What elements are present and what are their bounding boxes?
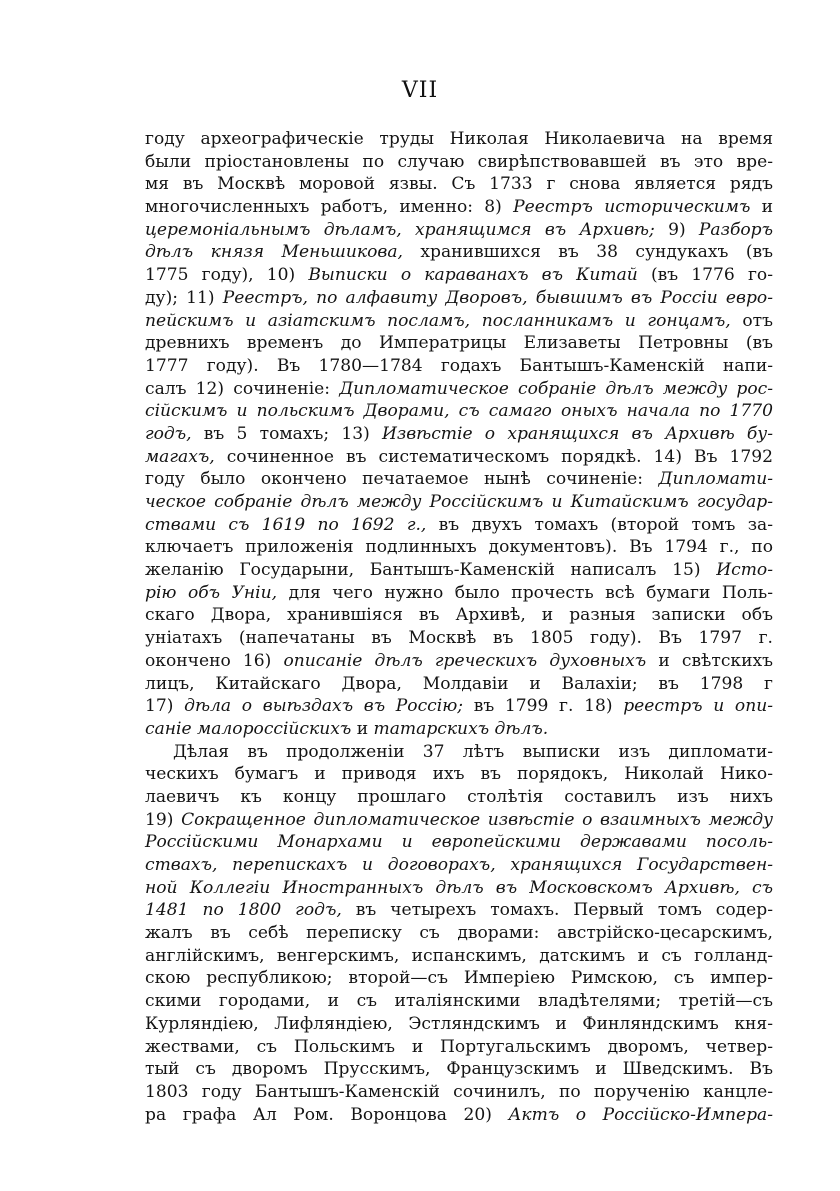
text-line <box>145 241 773 264</box>
italic-title-text: ствахъ, перепискахъ и договорахъ, хранящихся Государствен- <box>145 855 773 875</box>
text-segment: скими городами, и съ италіянскими владѣтелями; третій—съ <box>145 991 773 1012</box>
italic-title-text: Выписки о караванахъ въ Китай <box>308 265 638 286</box>
text-line <box>145 1104 773 1127</box>
text-line <box>145 604 773 627</box>
text-line <box>145 945 773 968</box>
text-segment: Дѣлая въ продолженіи 37 лѣтъ выписки изъ дипломати- <box>173 741 773 762</box>
text-line <box>145 673 773 696</box>
italic-title-text: реестръ и опи- <box>623 696 773 717</box>
text-segment: и <box>351 718 374 739</box>
italic-title-text: годъ, <box>145 423 192 444</box>
text-line <box>145 423 773 446</box>
text-segment: отъ <box>730 310 774 331</box>
text-segment: салъ 12) сочиненіе: <box>145 378 340 399</box>
italic-title-text: дѣла о выѣздахъ въ Россію; <box>184 696 464 717</box>
text-segment: жалъ въ себѣ переписку съ дворами: австрійско-цесарскимъ, <box>145 923 773 944</box>
text-line <box>145 741 773 764</box>
text-line <box>145 151 773 174</box>
text-segment: ду); 11) <box>145 287 223 308</box>
text-line <box>145 1058 773 1081</box>
italic-title-text: Реестръ, по алфавиту Дворовъ, бывшимъ въ Россіи евро- <box>222 287 773 308</box>
italic-title-text: дѣлъ князя Меньшикова, <box>145 242 403 263</box>
text-segment: въ четырехъ томахъ. Первый томъ содер- <box>341 900 773 921</box>
italic-title-text: Дипломатическое собраніе дѣлъ между рос- <box>339 378 773 399</box>
text-line <box>145 536 773 559</box>
text-line <box>145 173 773 196</box>
text-segment: 17) <box>145 696 185 717</box>
text-segment: году археографическіе труды Николая Николаевича на время <box>145 129 773 149</box>
text-line <box>145 582 773 605</box>
text-line <box>145 877 773 900</box>
text-segment: сочиненное въ систематическомъ порядкѣ. 14) Въ 1792 <box>214 446 773 467</box>
italic-title-text: саніе малороссійскихъ <box>145 718 352 739</box>
text-segment: въ 5 томахъ; 13) <box>191 423 382 444</box>
text-line <box>145 1036 773 1059</box>
body-text <box>145 128 773 1126</box>
text-segment: древнихъ временъ до Императрицы Елизаветы Петровны (въ <box>145 333 773 354</box>
text-segment: были пріостановлены по случаю свирѣпствовавшей въ это вре- <box>145 151 773 172</box>
text-segment: 9) <box>654 219 699 240</box>
italic-title-text: ческое собраніе дѣлъ между Россійскимъ и Китайскимъ государ- <box>145 492 773 512</box>
text-segment: году было окончено печатаемое нынѣ сочиненіе: <box>145 469 659 490</box>
text-line <box>145 1013 773 1036</box>
italic-title-text: Актъ о Россійско-Импера- <box>508 1104 773 1125</box>
italic-title-text: сійскимъ и польскимъ Дворами, съ самаго оныхъ начала по 1770 <box>145 401 773 422</box>
italic-title-text: пейскимъ и азіатскимъ посламъ, посланникамъ и гонцамъ, <box>145 310 731 331</box>
text-line <box>145 400 773 423</box>
text-segment: Курляндіею, Лифляндіею, Эстляндскимъ и Финляндскимъ кня- <box>145 1013 773 1034</box>
text-segment: окончено 16) <box>145 650 284 671</box>
text-line <box>145 491 773 514</box>
text-segment: англійскимъ, венгерскимъ, испанскимъ, датскимъ и съ голланд- <box>145 945 773 966</box>
text-line <box>145 718 773 741</box>
italic-title-text: ствами съ 1619 по 1692 г., <box>145 514 427 535</box>
italic-title-text: Сокращенное дипломатическое извѣстіе о взаимныхъ между <box>181 809 773 830</box>
text-segment: хранившихся въ 38 сундукахъ (въ <box>402 242 773 263</box>
text-segment: тый съ дворомъ Прусскимъ, Французскимъ и Шведскимъ. Въ <box>145 1059 773 1080</box>
text-line <box>145 446 773 469</box>
italic-title-text: Дипломати- <box>658 469 773 490</box>
text-segment: лицъ, Китайскаго Двора, Молдавіи и Валахіи; въ 1798 г <box>145 673 773 694</box>
text-line <box>145 1081 773 1104</box>
text-line <box>145 627 773 650</box>
text-segment: 1775 году), 10) <box>145 265 309 286</box>
text-line <box>145 831 773 854</box>
text-segment: 1803 году Бантышъ-Каменскій сочинилъ, по порученію канцле- <box>145 1081 773 1102</box>
page-number: VII <box>401 78 439 103</box>
text-segment: ключаетъ приложенія подлинныхъ документовъ). Въ 1794 г., по <box>145 537 773 558</box>
text-segment: (въ 1776 го- <box>637 265 774 286</box>
text-line <box>145 264 773 287</box>
text-line <box>145 899 773 922</box>
text-segment: ческихъ бумагъ и приводя ихъ въ порядокъ, Николай Нико- <box>145 764 773 785</box>
text-segment: и <box>750 197 774 218</box>
text-line <box>145 287 773 310</box>
text-line <box>145 468 773 491</box>
text-line <box>145 128 773 151</box>
italic-title-text: церемоніальнымъ дѣламъ, хранящимся въ Архивѣ; <box>145 219 655 240</box>
text-line <box>145 559 773 582</box>
text-segment: 19) <box>145 809 182 830</box>
italic-title-text: Разборъ <box>698 219 773 240</box>
text-segment: 1777 году). Въ 1780—1784 годахъ Бантышъ-Каменскій напи- <box>145 355 773 376</box>
text-segment: и свѣтскихъ <box>646 650 773 671</box>
text-segment: въ двухъ томахъ (второй томъ за- <box>426 514 773 535</box>
italic-title-text: Реестръ историческимъ <box>513 197 751 218</box>
italic-title-text: рію объ Уніи, <box>145 582 278 603</box>
text-segment: лаевичъ къ концу прошлаго столѣтія составилъ изъ нихъ <box>145 786 773 807</box>
text-segment: ра графа Ал Ром. Воронцова 20) <box>145 1104 509 1125</box>
italic-title-text: Россійскими Монархами и европейскими державами посоль- <box>145 832 773 853</box>
text-line <box>145 809 773 832</box>
text-line <box>145 990 773 1013</box>
text-segment: скаго Двора, хранившіяся въ Архивѣ, и разныя записки объ <box>145 605 773 626</box>
text-line <box>145 332 773 355</box>
text-line <box>145 514 773 537</box>
italic-title-text: Исто- <box>716 560 773 581</box>
text-line <box>145 763 773 786</box>
text-line <box>145 695 773 718</box>
text-line <box>145 310 773 333</box>
text-segment: уніатахъ (напечатаны въ Москвѣ въ 1805 году). Въ 1797 г. <box>145 628 773 649</box>
italic-title-text: ной Коллегіи Иностранныхъ дѣлъ въ Московскомъ Архивѣ, съ <box>145 877 773 898</box>
italic-title-text: магахъ, <box>145 446 215 467</box>
text-line <box>145 378 773 401</box>
italic-title-text: Извѣстіе о хранящихся въ Архивѣ бу- <box>381 423 773 444</box>
text-segment: желанію Государыни, Бантышъ-Каменскій написалъ 15) <box>145 560 717 581</box>
text-line <box>145 650 773 673</box>
text-line <box>145 922 773 945</box>
italic-title-text: татарскихъ дѣлъ. <box>373 718 549 739</box>
text-line <box>145 967 773 990</box>
text-line <box>145 786 773 809</box>
text-segment: многочисленныхъ работъ, именно: 8) <box>145 197 514 218</box>
text-segment: въ 1799 г. 18) <box>463 696 624 717</box>
text-line <box>145 219 773 242</box>
text-segment: для чего нужно было прочесть всѣ бумаги Поль- <box>277 582 773 603</box>
text-segment: мя въ Москвѣ моровой язвы. Съ 1733 г снова является рядъ <box>145 174 773 195</box>
text-line <box>145 355 773 378</box>
italic-title-text: 1481 по 1800 годъ, <box>145 900 342 921</box>
text-segment: скою республикою; второй—съ Имперіею Римскою, съ импер- <box>145 968 773 989</box>
italic-title-text: описаніе дѣлъ греческихъ духовныхъ <box>283 650 647 671</box>
text-line <box>145 196 773 219</box>
text-line <box>145 854 773 877</box>
text-segment: жествами, съ Польскимъ и Португальскимъ дворомъ, четвер- <box>145 1036 773 1057</box>
